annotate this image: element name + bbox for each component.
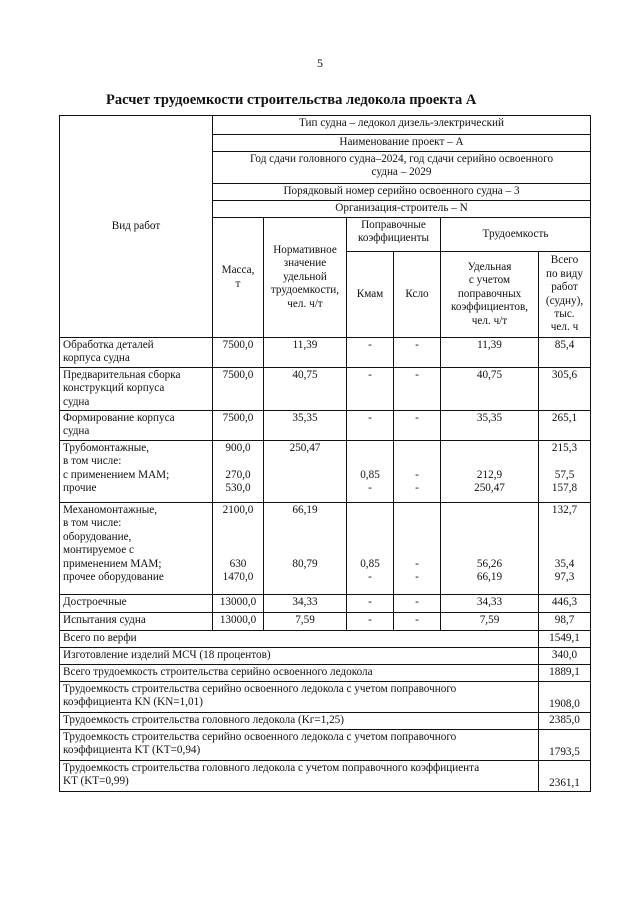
kslo-value: - - <box>394 441 441 503</box>
specific-value: 35,35 <box>441 411 539 441</box>
page-title: Расчет трудоемкости строительства ледокола проекта А <box>106 92 477 108</box>
summary-label: Изготовление изделий МСЧ (18 процентов) <box>60 648 539 665</box>
norm-value: 7,59 <box>264 613 347 631</box>
norm-value: 40,75 <box>264 367 347 410</box>
mass-value: 7500,0 <box>213 367 264 410</box>
total-value: 98,7 <box>539 613 591 631</box>
kmam-value: - <box>347 367 394 410</box>
specific-value: 11,39 <box>441 338 539 368</box>
summary-value: 2385,0 <box>539 713 591 730</box>
header-k-slo: Ксло <box>394 252 441 338</box>
summary-row <box>60 631 591 648</box>
summary-value: 340,0 <box>539 648 591 665</box>
kslo-value: - <box>394 338 441 368</box>
specific-value: 212,9 250,47 <box>441 441 539 503</box>
mass-value: 900,0 270,0 530,0 <box>213 441 264 503</box>
table-row <box>60 338 591 368</box>
header-specific-labor: Удельная с учетом поправочных коэффициентов, чел. ч/т <box>441 252 539 338</box>
mass-value: 2100,0 630 1470,0 <box>213 503 264 595</box>
summary-row <box>60 648 591 665</box>
specific-value: 40,75 <box>441 367 539 410</box>
table-row <box>60 595 591 613</box>
total-value: 215,3 57,5 157,8 <box>539 441 591 503</box>
work-name: Предварительная сборка конструкций корпуса судна <box>60 367 213 410</box>
summary-row <box>60 730 591 761</box>
summary-label: Всего трудоемкость строительства серийно освоенного ледокола <box>60 665 539 682</box>
summary-label: Трудоемкость строительства головного ледокола (Kг=1,25) <box>60 713 539 730</box>
mass-value: 13000,0 <box>213 613 264 631</box>
work-name: Обработка деталей корпуса судна <box>60 338 213 368</box>
summary-label: Трудоемкость строительства серийно освоенного ледокола с учетом поправочного коэффициента KN (KN=1,01) <box>60 682 539 713</box>
work-name: Испытания судна <box>60 613 213 631</box>
header-project-name: Наименование проект – А <box>213 135 591 152</box>
header-corrections: Поправочные коэффициенты <box>347 218 441 252</box>
kmam-value: - <box>347 595 394 613</box>
norm-value: 250,47 <box>264 441 347 503</box>
header-norm: Нормативное значение удельной трудоемкости, чел. ч/т <box>264 218 347 338</box>
header-work-type: Вид работ <box>60 116 213 338</box>
norm-value: 35,35 <box>264 411 347 441</box>
work-name: Формирование корпуса судна <box>60 411 213 441</box>
header-mass: Масса, т <box>213 218 264 338</box>
header-total-labor: Всего по виду работ (судну), тыс. чел. ч <box>539 252 591 338</box>
header-labor: Трудоемкость <box>441 218 591 252</box>
summary-value: 1908,0 <box>539 682 591 713</box>
total-value: 446,3 <box>539 595 591 613</box>
total-value: 132,7 35,4 97,3 <box>539 503 591 595</box>
summary-label: Всего по верфи <box>60 631 539 648</box>
summary-row <box>60 713 591 730</box>
table-row <box>60 367 591 410</box>
summary-label: Трудоемкость строительства головного ледокола с учетом поправочного коэффициента KT (KT=0,99) <box>60 761 539 792</box>
specific-value: 56,26 66,19 <box>441 503 539 595</box>
header-serial-number: Порядковый номер серийно освоенного судна – 3 <box>213 184 591 201</box>
total-value: 265,1 <box>539 411 591 441</box>
kslo-value: - <box>394 613 441 631</box>
labor-table <box>59 115 591 792</box>
work-name: Механомонтажные, в том числе: оборудование, монтируемое с применением МАМ; прочее оборудование <box>60 503 213 595</box>
total-value: 305,6 <box>539 367 591 410</box>
summary-value: 2361,1 <box>539 761 591 792</box>
table-row <box>60 441 591 503</box>
header-k-mam: Кмам <box>347 252 394 338</box>
table-row <box>60 503 591 595</box>
mass-value: 7500,0 <box>213 338 264 368</box>
header-years: Год сдачи головного судна–2024, год сдачи серийно освоенного судна – 2029 <box>213 152 591 184</box>
summary-value: 1793,5 <box>539 730 591 761</box>
kslo-value: - - <box>394 503 441 595</box>
specific-value: 7,59 <box>441 613 539 631</box>
summary-value: 1889,1 <box>539 665 591 682</box>
summary-row <box>60 682 591 713</box>
kslo-value: - <box>394 411 441 441</box>
mass-value: 13000,0 <box>213 595 264 613</box>
table-row <box>60 411 591 441</box>
summary-row <box>60 761 591 792</box>
page-number: 5 <box>317 56 323 70</box>
kmam-value: - <box>347 613 394 631</box>
kslo-value: - <box>394 367 441 410</box>
header-ship-type: Тип судна – ледокол дизель-электрический <box>213 116 591 135</box>
summary-label: Трудоемкость строительства серийно освоенного ледокола с учетом поправочного коэффициента KT (KT=0,94) <box>60 730 539 761</box>
specific-value: 34,33 <box>441 595 539 613</box>
kslo-value: - <box>394 595 441 613</box>
kmam-value: 0,85 - <box>347 503 394 595</box>
total-value: 85,4 <box>539 338 591 368</box>
norm-value: 11,39 <box>264 338 347 368</box>
work-name: Трубомонтажные, в том числе: с применением МАМ; прочие <box>60 441 213 503</box>
kmam-value: - <box>347 338 394 368</box>
kmam-value: 0,85 - <box>347 441 394 503</box>
header-builder: Организация-строитель – N <box>213 201 591 218</box>
work-name: Достроечные <box>60 595 213 613</box>
table-row <box>60 613 591 631</box>
summary-value: 1549,1 <box>539 631 591 648</box>
kmam-value: - <box>347 411 394 441</box>
norm-value: 34,33 <box>264 595 347 613</box>
mass-value: 7500,0 <box>213 411 264 441</box>
summary-row <box>60 665 591 682</box>
norm-value: 66,19 80,79 <box>264 503 347 595</box>
